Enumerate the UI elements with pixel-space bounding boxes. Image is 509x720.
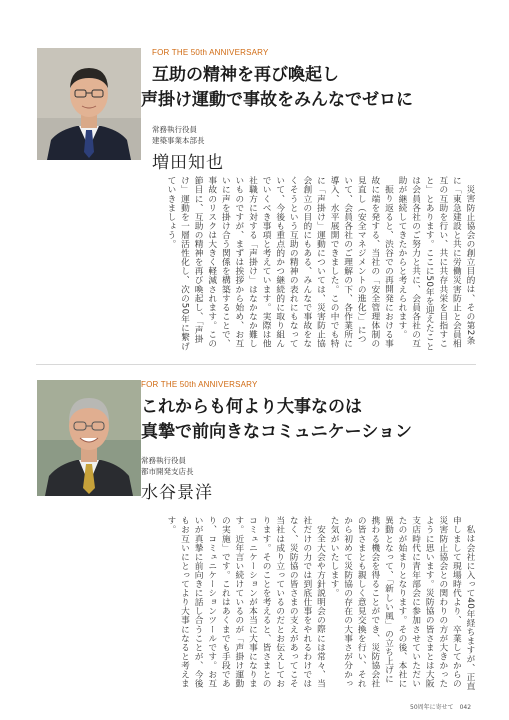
message-section-2 — [0, 370, 509, 705]
author-name: 水谷景洋 — [141, 483, 213, 503]
tagline: FOR THE 50th ANNIVERSARY — [152, 48, 269, 57]
tagline: FOR THE 50th ANNIVERSARY — [141, 380, 258, 389]
author-name: 増田知也 — [152, 153, 224, 173]
author-role-2: 建築事業本部長 — [152, 136, 205, 145]
headline-line-1: これからも何より大事なのは — [141, 397, 362, 417]
headline-line-1: 互助の精神を再び喚起し — [152, 65, 339, 85]
author-role-1: 常務執行役員 — [141, 456, 186, 465]
paragraph: 安全大会や方針説明会の際には常々、当社だけの力では到底仕事をやれるわけではなく、災防協の皆さまの支えがあってこそ当社は成り立っているのだとお伝えしております。そのことを考えると、皆さまとのコミュニケーションが本当に大事になります。近年言い続けているのが「声掛け運動の実施」です。これはあくまでも手段であり、コミュニケーションツールです。お互いが真摯に前向きに話し合うことが、今後もお互いにとってより大事になると考えます。 — [165, 516, 326, 688]
headline-line-2: 真摯で前向きなコミュニケーション — [141, 422, 412, 442]
headline-line-2: 声掛け運動で事故をみんなでゼロに — [141, 90, 413, 110]
paragraph: 振り返ると、渋谷での再開発における事故に端を発する、当社の「安全管理体制の見直し（安全マネジメントの進化）」について、会員各社のご理解の下、各作業所に導入、水平展開できました。この中でも特に「声掛け」運動については、災害防止協会創立の目的にもある、みんなで事故をなくそうという互助の精神の表れにもなっていて、今後も重点的かつ継続的に取り組んでいくべき事項と考えています。実際は他社職方に対する「声掛け」はなかなか難しいものですが、まずは挨拶から始め、お互いに声を掛け合う関係を構築することで、事故のリスクは大きく軽減されます。この節目に、互助の精神を再び喚起し、「声掛け」運動を一層活性化し、次の50年に繋げていきましょう。 — [165, 176, 394, 351]
article-body-1 — [36, 176, 476, 352]
portrait-photo-2 — [37, 380, 141, 496]
page-number: 042 — [459, 704, 472, 711]
article-body-2 — [36, 516, 476, 692]
paragraph: 災害防止協会の創立目的は、その第2条に「東急建設と共に労働災害防止と会員相互の互助を行い、共に共存共栄を目指すこと」とあります。ここに50年を迎えたことは会員各社のご努力と共に、会員各社の互助が継続してきたからと考えられます。 — [397, 176, 475, 351]
portrait-illustration-2 — [37, 380, 141, 496]
footer-label: 50周年に寄せて — [410, 704, 454, 711]
portrait-photo-1 — [37, 48, 141, 160]
author-role-1: 常務執行役員 — [152, 125, 197, 134]
author-role-2: 都市開発支店長 — [141, 467, 194, 476]
section-divider — [36, 364, 476, 365]
portrait-illustration-1 — [37, 48, 141, 160]
paragraph: 私は会社に入って40年経ちますが、正直申しまして現場時代より、卒業してからの災害防止協会との関わりの方が大きかったように思います。災防協の皆さまとは大阪支店時代に青年部会に参加させていただいたのが始まりとなります。その後、本社に異動となって、「新しい風」の立ち上げに携わる機会を得ることができ、災防協会社の皆さまとも親しく意見交換を行い、それから初めて災防協の存在の大事さが分かった気がいたします。 — [329, 516, 475, 691]
page-footer — [410, 702, 471, 711]
